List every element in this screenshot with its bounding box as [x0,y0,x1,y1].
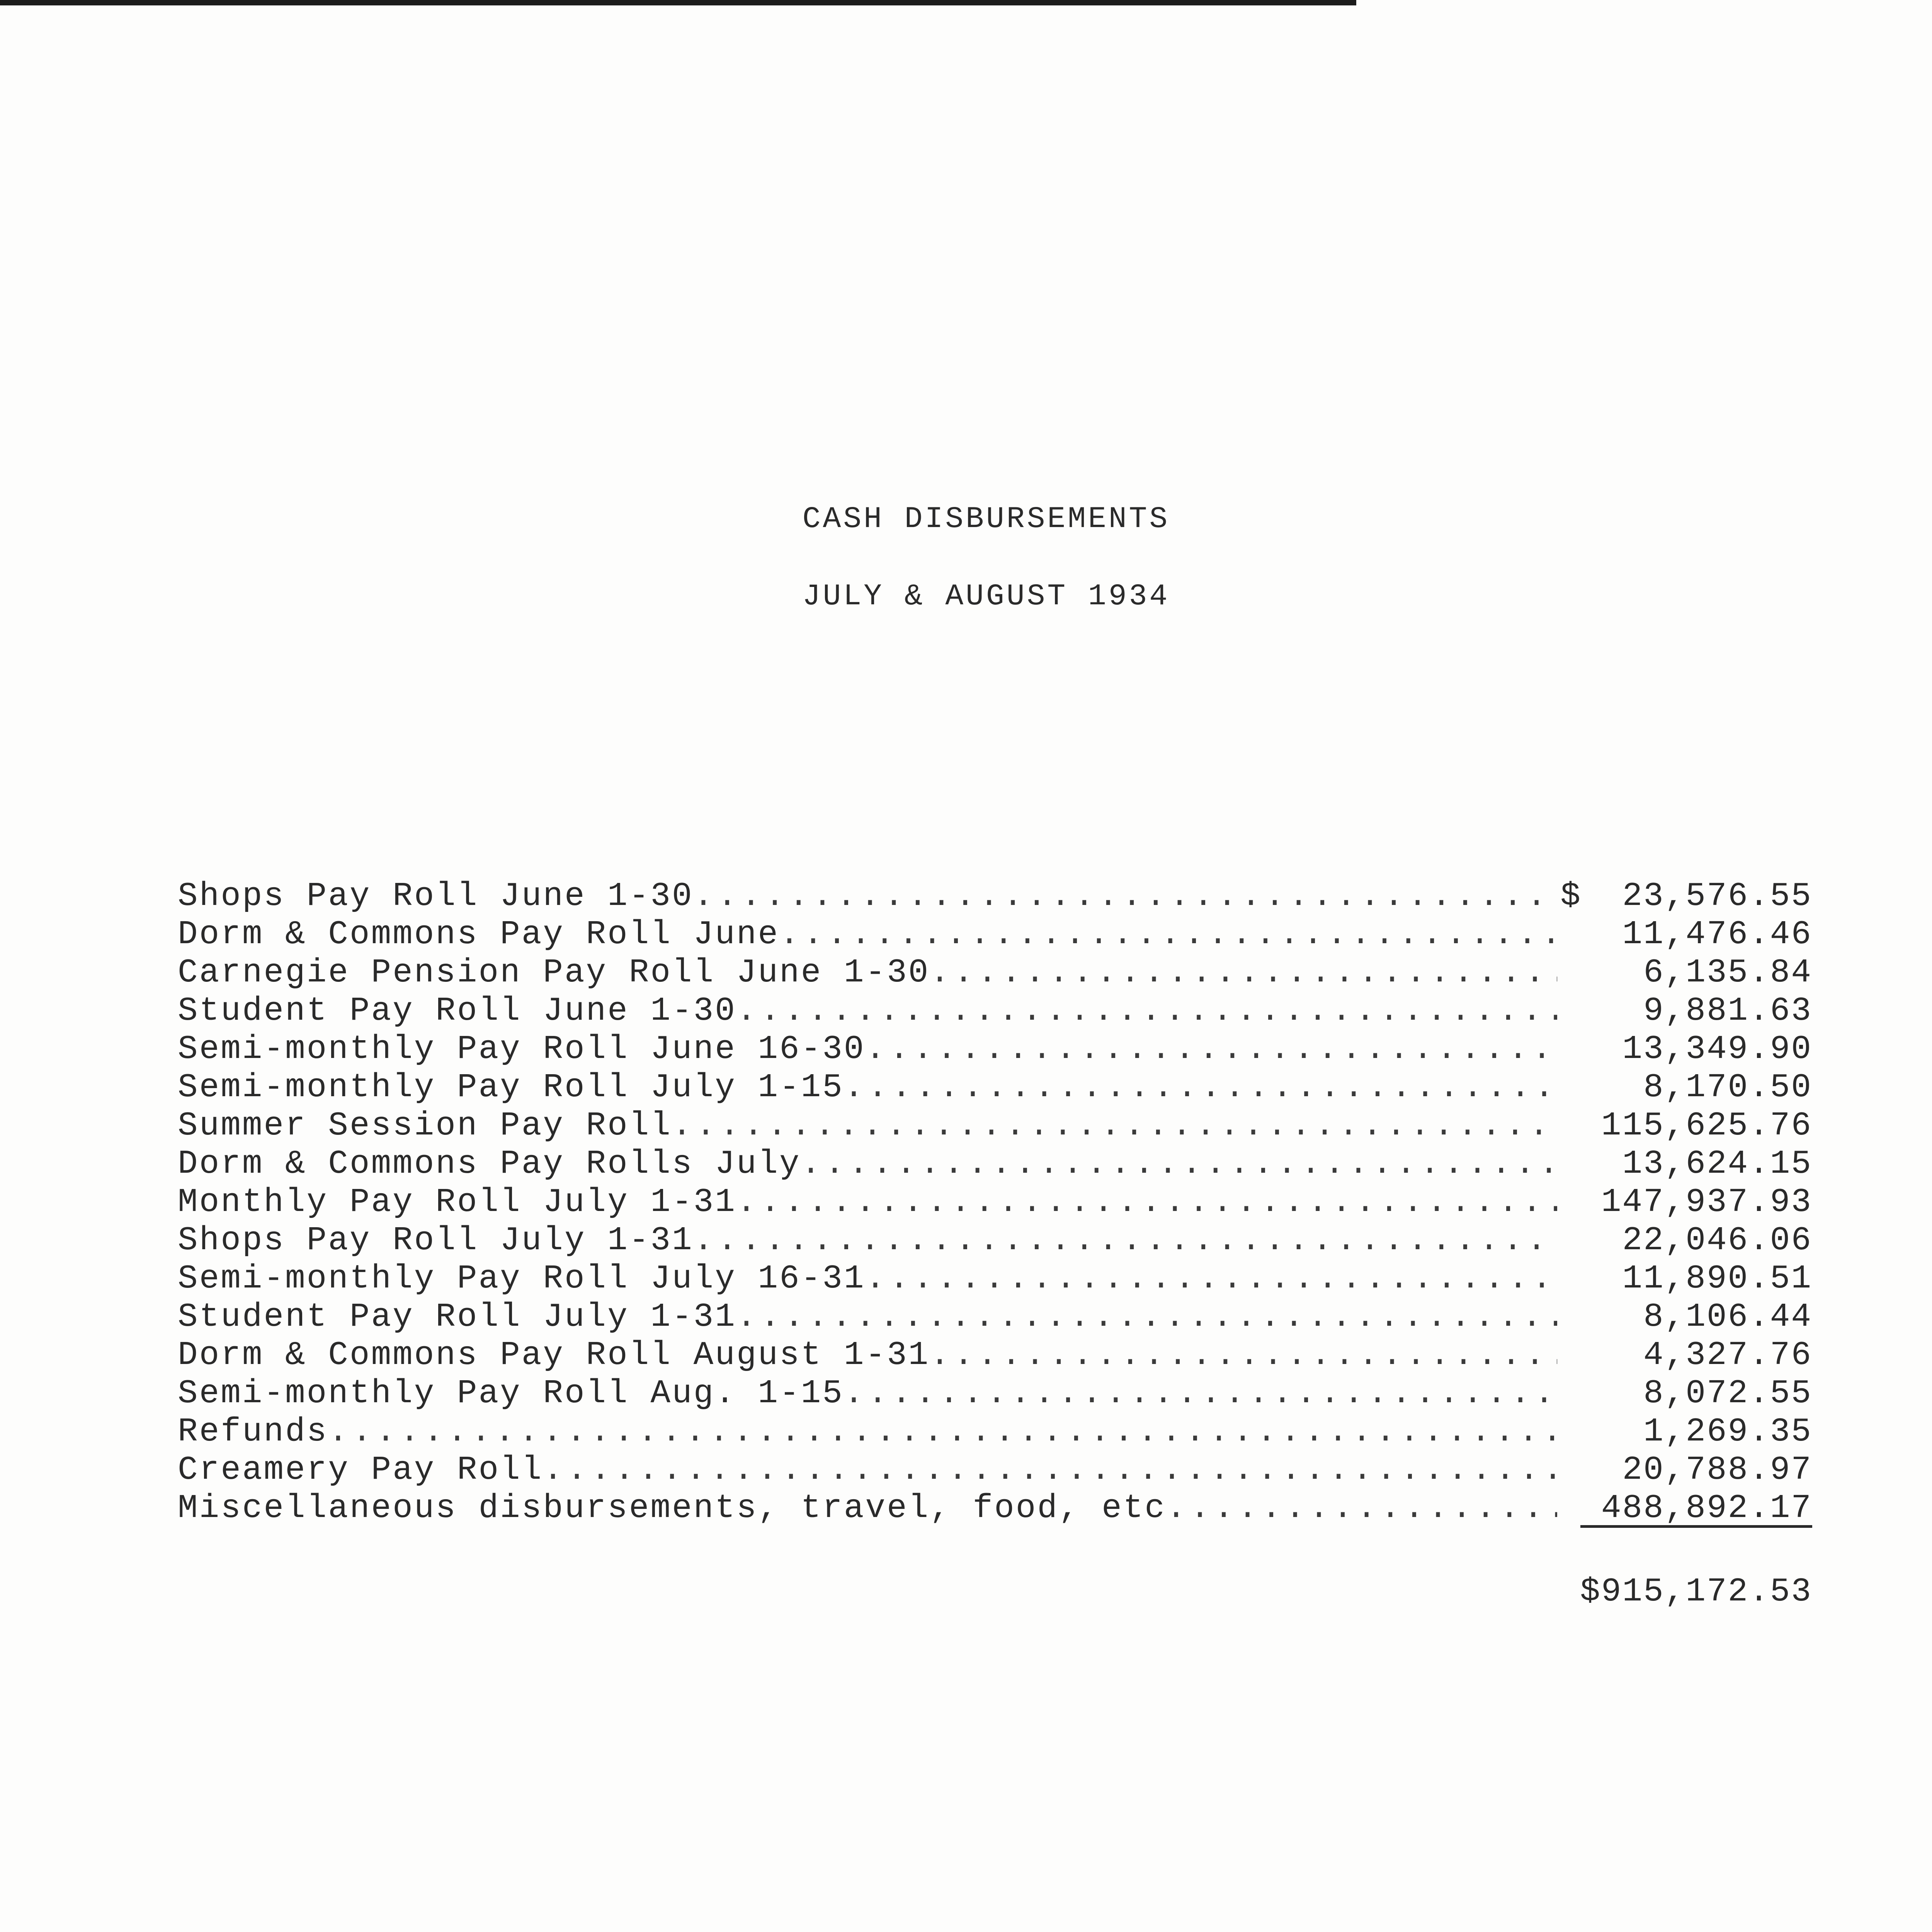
dot-leader [930,954,1557,992]
document-title: CASH DISBURSEMENTS [802,502,1170,536]
ledger-row [178,1413,1812,1451]
ledger-row [178,992,1812,1030]
entry-label: Dorm & Commons Pay Roll June [178,915,780,953]
entry-amount: 147,937.93 [1601,1183,1812,1221]
entry-amount: 11,890.51 [1622,1260,1812,1298]
document-period: JULY & AUGUST 1934 [802,580,1170,614]
dot-leader [694,1221,1557,1260]
dot-leader [844,1374,1557,1413]
grand-total: $915,172.53 [1580,1573,1812,1611]
scan-top-edge [0,0,1356,5]
dot-leader [328,1413,1557,1451]
currency-symbol: $ [1560,877,1580,915]
entry-label: Creamery Pay Roll [178,1451,543,1489]
ledger-row [178,1260,1812,1298]
ledger-row [178,1145,1812,1183]
dot-leader [736,992,1557,1030]
dot-leader [779,915,1557,954]
entry-amount: 1,269.35 [1643,1413,1812,1451]
ledger-row [178,1221,1812,1260]
entry-label: Shops Pay Roll June 1-30 [178,877,694,915]
entry-label: Semi-monthly Pay Roll July 16-31 [178,1260,866,1298]
ledger-row [178,915,1812,954]
ledger-row [178,1107,1812,1145]
entry-amount: 4,327.76 [1643,1336,1812,1374]
dot-leader [844,1068,1557,1107]
ledger-row [178,1298,1812,1336]
dot-leader [543,1451,1557,1489]
entry-amount: 13,349.90 [1622,1030,1812,1068]
entry-label: Semi-monthly Pay Roll Aug. 1-15 [178,1374,844,1412]
entry-label: Student Pay Roll June 1-30 [178,992,736,1030]
entry-amount: 13,624.15 [1622,1145,1812,1183]
disbursement-ledger [178,877,1812,1527]
entry-label: Shops Pay Roll July 1-31 [178,1221,694,1259]
ledger-row [178,1336,1812,1374]
entry-label: Refunds [178,1413,328,1451]
entry-label: Carnegie Pension Pay Roll June 1-30 [178,954,930,992]
entry-label: Student Pay Roll July 1-31 [178,1298,736,1336]
dot-leader [736,1183,1557,1221]
entry-label: Summer Session Pay Roll [178,1107,672,1145]
dot-leader [694,877,1557,915]
entry-label: Dorm & Commons Pay Rolls July [178,1145,801,1183]
ledger-row [178,1374,1812,1413]
entry-amount: 22,046.06 [1622,1221,1812,1259]
entry-label: Semi-monthly Pay Roll July 1-15 [178,1068,844,1106]
ledger-row [178,1030,1812,1068]
ledger-row [178,877,1812,915]
entry-amount: 8,106.44 [1643,1298,1812,1336]
entry-amount: 8,072.55 [1643,1374,1812,1412]
dot-leader [865,1260,1557,1298]
ledger-row [178,1489,1812,1527]
ledger-row [178,954,1812,992]
entry-amount: 23,576.55 [1622,877,1812,915]
entry-amount: 115,625.76 [1601,1107,1812,1145]
ledger-row [178,1183,1812,1221]
entry-label: Semi-monthly Pay Roll June 16-30 [178,1030,866,1068]
entry-label: Miscellaneous disbursements, travel, food, etc [178,1489,1166,1527]
entry-amount: 9,881.63 [1643,992,1812,1030]
dot-leader [1166,1489,1557,1527]
ledger-row [178,1068,1812,1107]
entry-amount: 20,788.97 [1622,1451,1812,1489]
entry-label: Monthly Pay Roll July 1-31 [178,1183,736,1221]
dot-leader [865,1030,1557,1068]
ledger-row [178,1451,1812,1489]
entry-amount: 488,892.17 [1580,1491,1812,1528]
dot-leader [801,1145,1557,1183]
dot-leader [736,1298,1557,1336]
entry-amount: 11,476.46 [1622,915,1812,953]
entry-label: Dorm & Commons Pay Roll August 1-31 [178,1336,930,1374]
entry-amount: 6,135.84 [1643,954,1812,992]
dot-leader [672,1107,1557,1145]
dot-leader [930,1336,1557,1374]
entry-amount: 8,170.50 [1643,1068,1812,1106]
